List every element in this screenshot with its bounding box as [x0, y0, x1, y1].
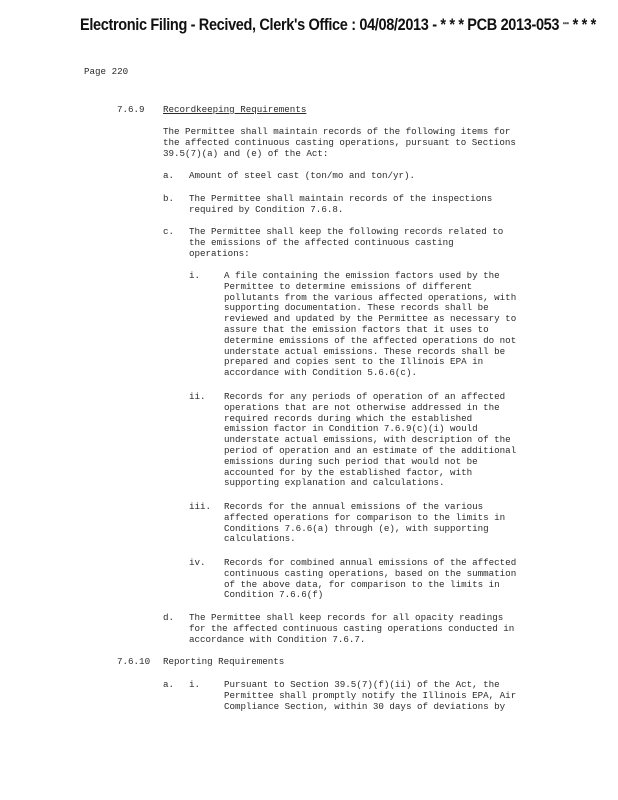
text-line: for the affected continuous casting operations conducted in — [189, 622, 515, 634]
item-10a-letter: a. — [163, 679, 175, 690]
text-line: Records for any periods of operation of an affected — [224, 391, 506, 402]
item-d-text — [189, 613, 514, 645]
item-b-text — [189, 194, 492, 216]
item-d-letter: d. — [163, 612, 175, 623]
text-line: required records during which the established — [224, 412, 473, 424]
text-line: assure that the emission factors that it uses to — [224, 323, 489, 335]
text-line: reviewed and updated by the Permittee as necessary to — [224, 313, 517, 325]
text-line: calculations. — [224, 533, 296, 545]
text-line: emissions during such period that would not be — [224, 455, 478, 467]
item-ciii-text — [224, 502, 505, 545]
text-line: understate actual emissions, with description of the — [224, 434, 511, 446]
text-line: accounted for by the established factor, with — [224, 466, 473, 478]
text-line: of the above data, for comparison to the limits in — [224, 578, 500, 590]
text-line: operations that are not otherwise addressed in the — [224, 401, 500, 413]
text-line: affected operations for comparison to the limits in — [224, 511, 506, 523]
text-line: Permittee shall promptly notify the Illinois EPA, Air — [224, 689, 517, 701]
stamp-text: Electronic Filing - Recived, Clerk's Office : 04/08/2013 - * * * PCB 2013-053 — [80, 16, 560, 34]
text-line: period of operation and an estimate of the additional — [224, 444, 517, 456]
item-10ai-number: i. — [189, 679, 201, 690]
item-a-letter: a. — [163, 170, 175, 181]
text-line: continuous casting operations, based on the summation — [224, 567, 517, 579]
text-line: Records for the annual emissions of the various — [224, 501, 484, 512]
item-ci-text — [224, 271, 516, 379]
text-line: 39.5(7)(a) and (e) of the Act: — [163, 147, 329, 159]
section-number-769: 7.6.9 — [117, 104, 145, 115]
item-cii-text — [224, 392, 516, 489]
text-line: accordance with Condition 7.6.7. — [189, 633, 366, 645]
text-line: Condition 7.6.6(f) — [224, 589, 324, 601]
stamp-tail: * * * — [572, 16, 596, 34]
section-769-intro — [163, 127, 516, 159]
item-10ai-text — [224, 680, 516, 712]
text-line: Pursuant to Section 39.5(7)(f)(ii) of the Act, the — [224, 679, 500, 690]
text-line: pollutants from the various affected operations, with — [224, 291, 517, 303]
text-line: required by Condition 7.6.8. — [189, 203, 344, 215]
text-line: Amount of steel cast (ton/mo and ton/yr). — [189, 170, 416, 181]
text-line: A file containing the emission factors used by the — [224, 270, 500, 281]
section-number-7610: 7.6.10 — [117, 656, 151, 667]
text-line: accordance with Condition 5.6.6(c). — [224, 367, 417, 379]
text-line: the affected continuous casting operations, pursuant to Sections — [163, 136, 516, 148]
item-a-text — [189, 171, 415, 182]
item-c-text — [189, 227, 503, 259]
text-line: the emissions of the affected continuous casting — [189, 236, 454, 248]
text-line: The Permittee shall keep records for all opacity readings — [189, 612, 504, 623]
item-ci-number: i. — [189, 270, 201, 281]
text-line: The Permittee shall maintain records of the following items for — [163, 126, 511, 137]
text-line: emission factor in Condition 7.6.9(c)(i) would — [224, 423, 478, 435]
text-line: operations: — [189, 247, 250, 259]
text-line: The Permittee shall maintain records of the inspections — [189, 193, 493, 204]
page-number: Page 220 — [84, 66, 129, 77]
section-title-7610: Reporting Requirements — [163, 656, 285, 667]
text-line: understate actual emissions. These records shall be — [224, 345, 506, 357]
item-civ-text — [224, 558, 516, 601]
text-line: Conditions 7.6.6(a) through (e), with supporting — [224, 522, 489, 534]
text-line: prepared and copies sent to the Illinois EPA in — [224, 356, 484, 368]
electronic-filing-stamp — [80, 16, 596, 35]
text-line: Compliance Section, within 30 days of deviations by — [224, 700, 506, 712]
item-ciii-number: iii. — [189, 501, 212, 512]
item-c-letter: c. — [163, 226, 175, 237]
item-b-letter: b. — [163, 193, 175, 204]
item-civ-number: iv. — [189, 557, 206, 568]
text-line: supporting documentation. These records shall be — [224, 302, 489, 314]
text-line: determine emissions of the affected operations do not — [224, 334, 517, 346]
text-line: Permittee to determine emissions of different — [224, 280, 473, 292]
text-line: supporting explanation and calculations. — [224, 477, 445, 489]
stamp-small-mark: *** — [562, 22, 569, 29]
section-title-769: Recordkeeping Requirements — [163, 104, 307, 115]
text-line: The Permittee shall keep the following records related to — [189, 226, 504, 237]
item-cii-number: ii. — [189, 391, 206, 402]
text-line: Records for combined annual emissions of the affected — [224, 557, 517, 568]
